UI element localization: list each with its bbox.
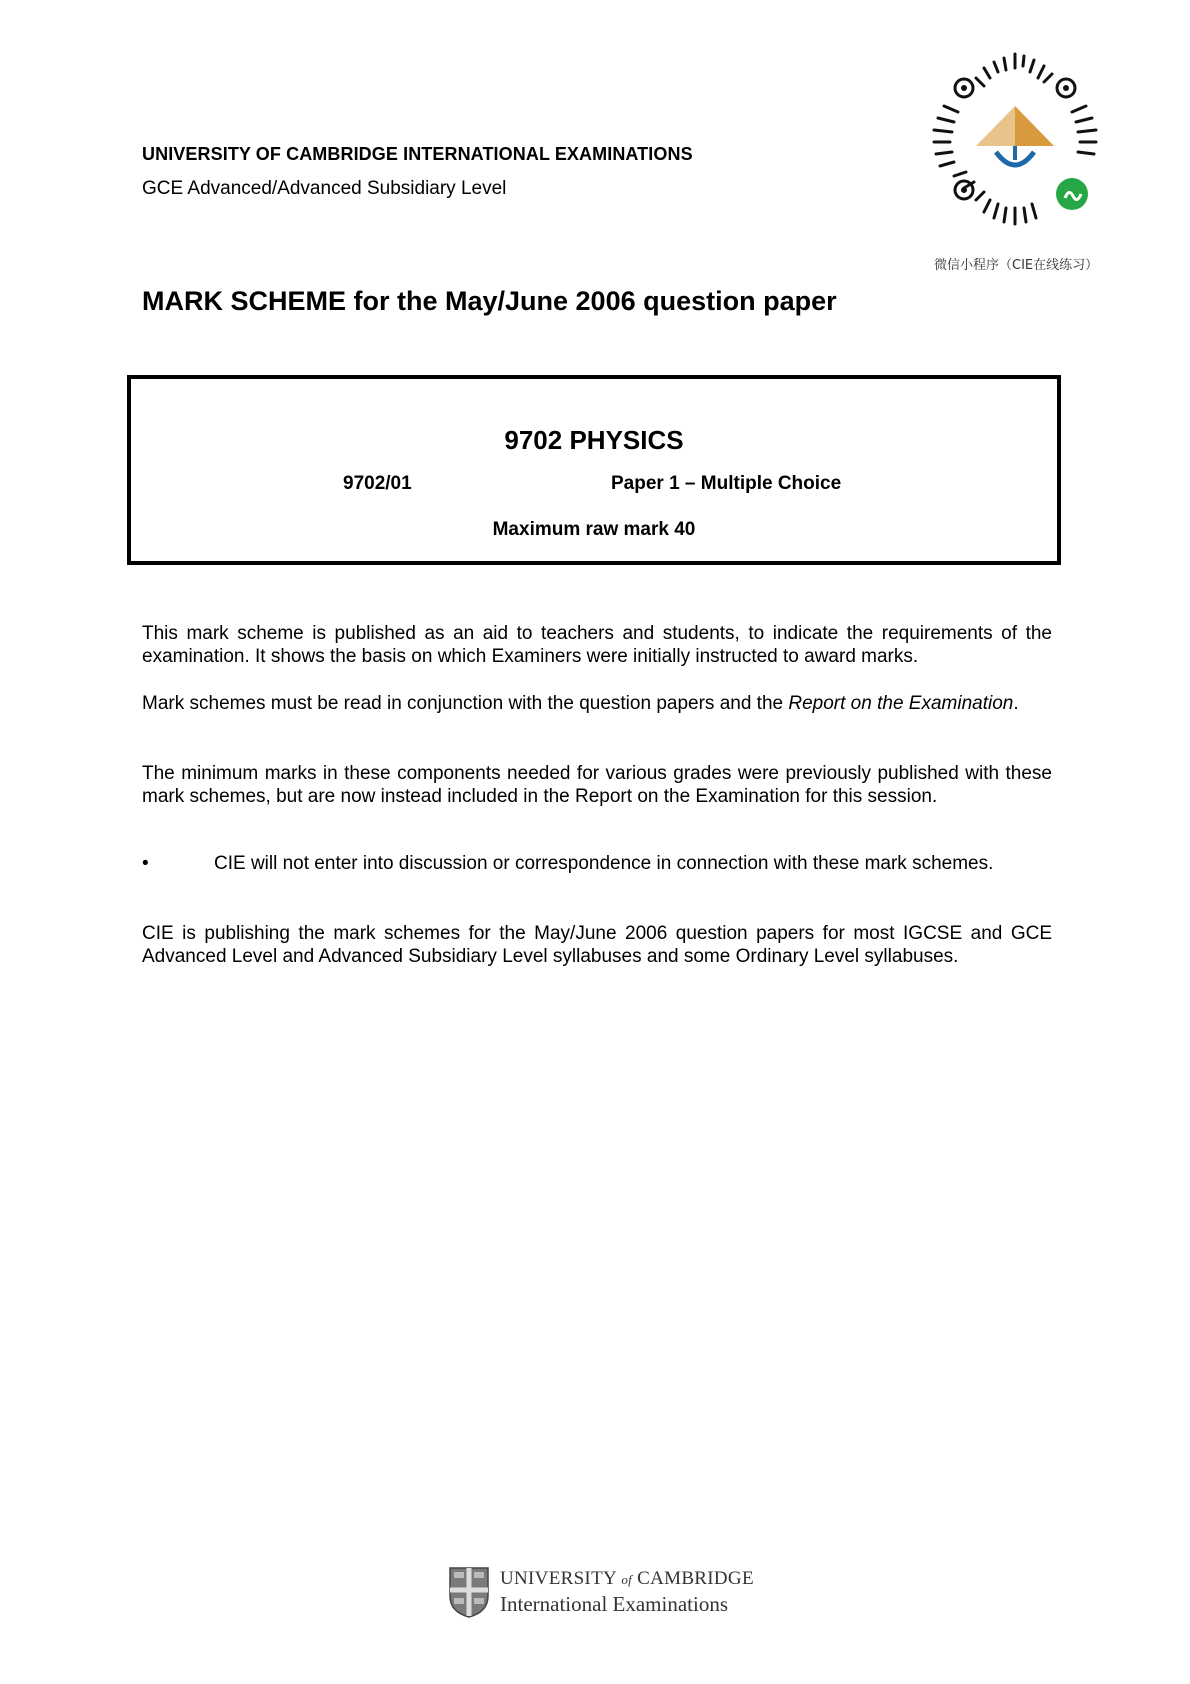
- minimum-marks-paragraph: The minimum marks in these components needed for various grades were previously published with these mark schemes, but are now instead included in the Report on the Examination for this session.: [142, 763, 1052, 807]
- conjunction-text: Mark schemes must be read in conjunction with the question papers and the: [142, 693, 789, 714]
- bullet-icon: •: [142, 853, 149, 874]
- report-title: Report on the Examination: [788, 693, 1014, 714]
- qualification-level: GCE Advanced/Advanced Subsidiary Level: [142, 178, 507, 199]
- footer-cambridge-word: CAMBRIDGE: [637, 1568, 754, 1589]
- maximum-mark: Maximum raw mark 40: [492, 519, 696, 540]
- paper-name: Paper 1 – Multiple Choice: [611, 473, 842, 494]
- footer-of: of: [621, 1572, 633, 1587]
- intro-paragraph: This mark scheme is published as an aid to teachers and students, to indicate the requirements of the examination. It shows the basis on which Examiners were initially instructed to award marks.: [142, 623, 1052, 667]
- footer-international: International Examinations: [500, 1592, 729, 1616]
- bullet-text: CIE will not enter into discussion or correspondence in connection with these mark schemes.: [214, 853, 994, 874]
- footer-logo: [448, 1566, 754, 1618]
- paper-info-box: [127, 375, 1061, 565]
- organisation-name: UNIVERSITY OF CAMBRIDGE INTERNATIONAL EXAMINATIONS: [142, 144, 693, 164]
- qr-caption: 微信小程序（CIE在线练习）: [934, 258, 1099, 273]
- page-title: MARK SCHEME for the May/June 2006 question paper: [142, 286, 837, 316]
- subject-title: 9702 PHYSICS: [504, 425, 684, 455]
- publishing-paragraph: CIE is publishing the mark schemes for the May/June 2006 question papers for most IGCSE and GCE Advanced Level and Advanced Subsidiary Level syllabuses and some Ordinary Level syllabuses.: [142, 923, 1052, 967]
- paper-code: 9702/01: [343, 473, 412, 494]
- footer-university-word: UNIVERSITY: [500, 1568, 617, 1589]
- qr-code-icon: [924, 48, 1106, 230]
- crest-icon: [448, 1566, 490, 1618]
- footer-university: [500, 1568, 754, 1590]
- conjunction-end: .: [1013, 693, 1019, 714]
- conjunction-paragraph: [142, 692, 1052, 715]
